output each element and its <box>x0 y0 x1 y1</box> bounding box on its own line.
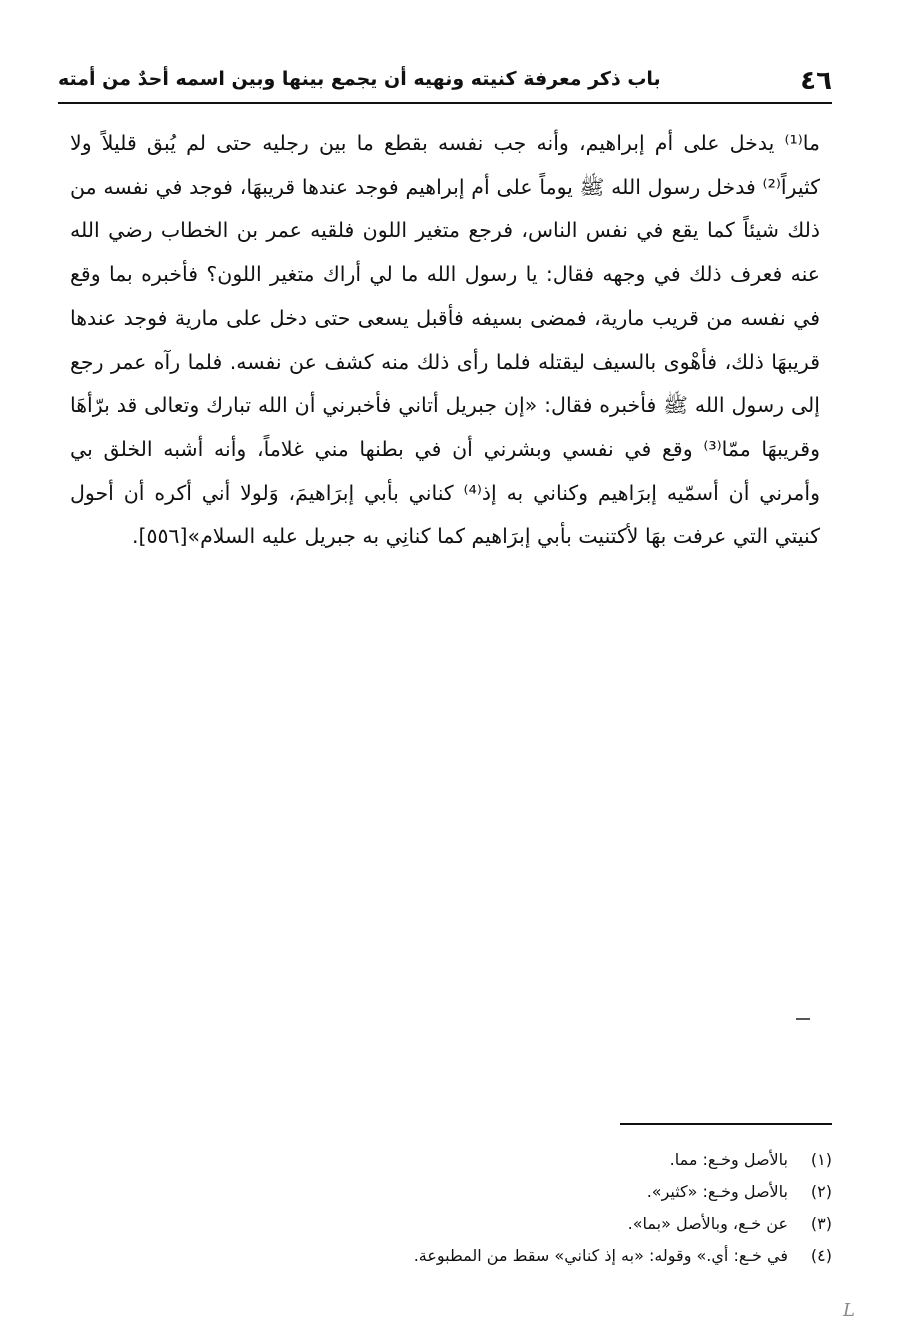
header-rule <box>58 102 832 104</box>
footnote-text: في خـع: أي.» وقوله: «به إذ كناني» سقط من المطبوعة. <box>413 1246 788 1265</box>
footnote-text: بالأصل وخـع: مما. <box>669 1150 788 1169</box>
footnote-number: (٢) <box>810 1182 832 1201</box>
footnote-3 <box>300 1214 832 1246</box>
footnote-number: (١) <box>810 1150 832 1169</box>
corner-mark: L <box>843 1300 855 1321</box>
footnote-number: (٣) <box>810 1214 832 1233</box>
footnote-number: (٤) <box>810 1246 832 1265</box>
main-paragraph: ما⁽¹⁾ يدخل على أم إبراهيم، وأنه جب نفسه بقطع ما بين رجليه حتى لم يُبق قليلاً ولا كثيراً⁽²⁾ فدخل رسول الله ﷺ يوماً على أم إبراهيم فوجد عندها قريبهَا، فوجد في نفسه من ذلك شيئاً كما يقع في نفس الناس، فرجع متغير اللون فلقيه عمر بن الخطاب رضي الله عنه فعرف ذلك في وجهه فقال: يا رسول الله ما لي أراك متغير اللون؟ فأخبره بما وقع في نفسه من قريب مارية، فمضى بسيفه فأقبل يسعى حتى دخل على مارية فوجد عندها قريبهَا ذلك، فأهْوى بالسيف ليقتله فلما رأى ذلك منه كشف عن نفسه. فلما رآه عمر رجع إلى رسول الله ﷺ فأخبره فقال: «إن جبريل أتاني فأخبرني أن الله تبارك وتعالى قد برّأهَا وقريبهَا ممّا⁽³⁾ وقع في نفسي وبشرني أن في بطنها مني غلاماً، وأنه أشبه الخلق بي وأمرني أن أسمّيه إبرَاهيم وكناني به إذ⁽⁴⁾ كناني بأبي إبرَاهيمَ، وَلولا أني أكره أن أحول كنيتي التي عرفت بهَا لأكتنيت بأبي إبرَاهيم كما كنانِي به جبريل عليه السلام»[٥٥٦]. <box>70 131 820 549</box>
footnotes <box>300 1150 832 1278</box>
page-header <box>58 62 832 104</box>
footnote-text: عن خـع، وبالأصل «بما». <box>627 1214 788 1233</box>
footnote-rule <box>620 1123 832 1125</box>
footnote-text: بالأصل وخـع: «كثير». <box>646 1182 788 1201</box>
page-number: ٤٦ <box>800 66 832 96</box>
footnote-1 <box>300 1150 832 1182</box>
footnote-4 <box>300 1246 832 1278</box>
footnote-2 <box>300 1182 832 1214</box>
stray-mark <box>796 1018 810 1020</box>
main-text <box>70 122 820 559</box>
running-title: باب ذكر معرفة كنيته ونهيه أن يجمع بينها وبين اسمه أحدٌ من أمته <box>58 68 661 90</box>
